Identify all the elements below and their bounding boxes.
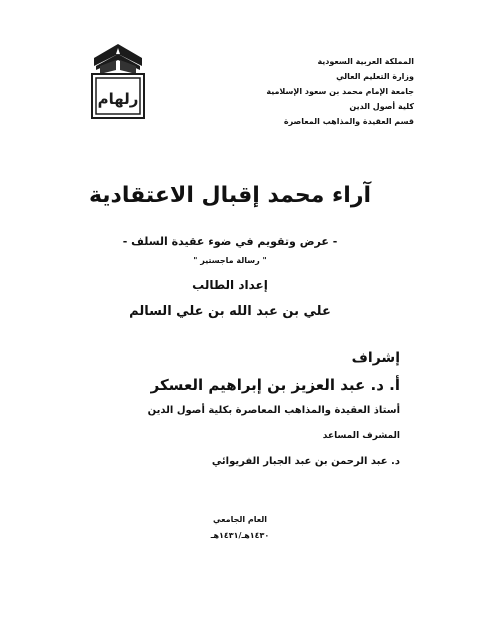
thesis-title: آراء محمد إقبال الاعتقادية <box>88 183 372 208</box>
header-line-college: كلية أصول الدين <box>349 102 414 111</box>
logo-graphic <box>86 40 150 120</box>
header-line-ministry: وزارة التعليم العالي <box>336 72 414 81</box>
academic-year-value: ١٤٣٠هـ/١٤٣١هـ <box>210 531 270 540</box>
header-line-country: المملكة العربية السعودية <box>317 57 414 66</box>
logo-text: رلهام <box>97 90 139 108</box>
thesis-subtitle: - عرض وتقويم في ضوء عقيدة السلف - <box>122 235 338 248</box>
header-line-department: قسم العقيدة والمذاهب المعاصرة <box>283 117 414 126</box>
thesis-type-note: " رسالة ماجستير " <box>193 256 267 265</box>
header-line-university: جامعة الإمام محمد بن سعود الإسلامية <box>266 87 414 96</box>
supervisor-name: أ. د. عبد العزيز بن إبراهيم العسكر <box>150 376 400 394</box>
institution-header <box>214 54 414 129</box>
assistant-supervisor-name: د. عبد الرحمن بن عبد الجبار الفريوائي <box>211 456 400 467</box>
academic-year-label: العام الجامعي <box>213 515 267 524</box>
student-name: علي بن عبد الله بن علي السالم <box>129 304 331 319</box>
supervisor-title: أستاذ العقيدة والمذاهب المعاصرة بكلية أصول الدين <box>147 405 400 416</box>
assistant-supervisor-label: المشرف المساعد <box>322 431 400 441</box>
supervision-label: إشراف <box>351 350 400 366</box>
university-logo-icon <box>86 40 150 120</box>
prepared-by-label: إعداد الطالب <box>192 278 268 292</box>
